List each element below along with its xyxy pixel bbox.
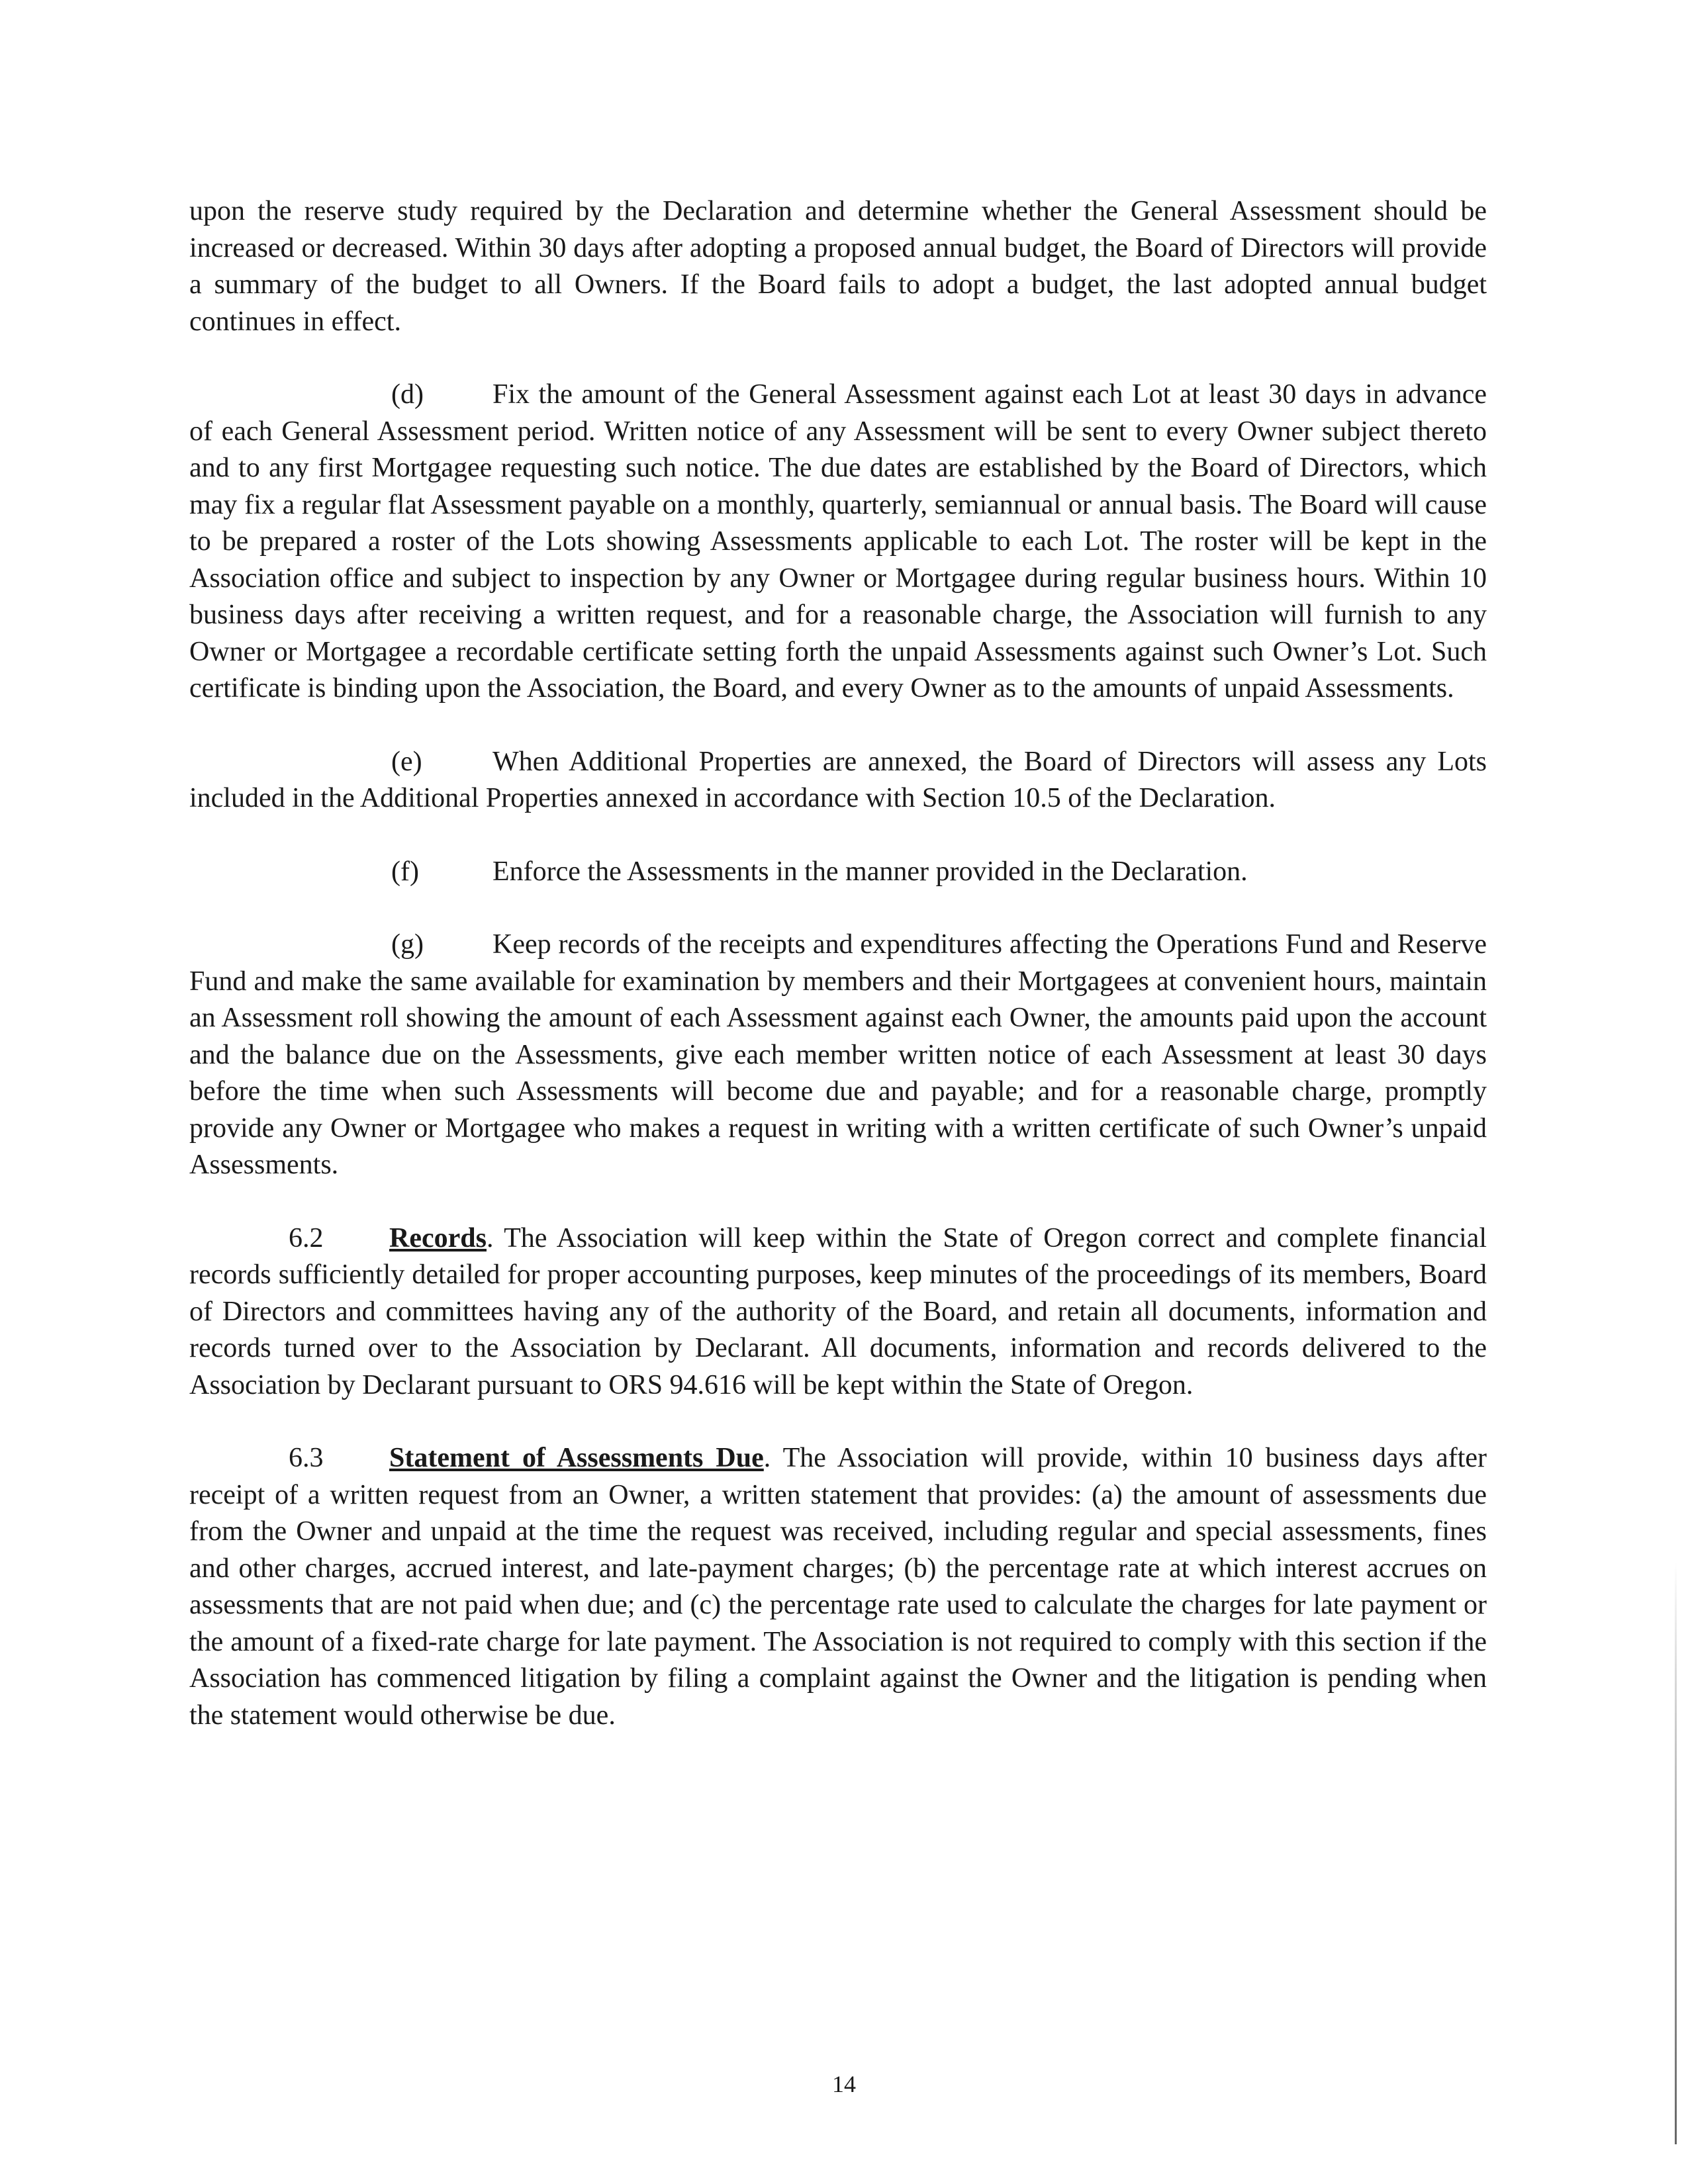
section-6-2-title: Records: [389, 1222, 487, 1253]
paragraph-g: [189, 927, 1487, 1184]
paragraph-d-label: (d): [391, 379, 424, 410]
section-6-3: [189, 1440, 1487, 1734]
paragraph-f-label: (f): [391, 856, 419, 887]
section-6-3-number: 6.3: [289, 1443, 324, 1473]
paragraph-g-text: Keep records of the receipts and expenditures affecting the Operations Fund and Reserve Fund and make the same available for examination by members and their Mortgagees at convenient hours, maintain an Assessment roll showing the amount of each Assessment against each Owner, the amounts paid upon the account and the balance due on the Assessments, give each member written notice of each Assessment at least 30 days before the time when such Assessments will become due and payable; and for a reasonable charge, promptly provide any Owner or Mortgagee who makes a request in writing with a written certificate of such Owner’s unpaid Assessments.: [189, 929, 1487, 1180]
paragraph-d: [189, 377, 1487, 707]
page-number: 14: [832, 2071, 856, 2097]
section-6-2-text: . The Association will keep within the State of Oregon correct and complete financial records sufficiently detailed for proper accounting purposes, keep minutes of the proceedings of its members, Board of Directors and committees having any of the authority of the Board, and retain all documents, information and records turned over to the Association by Declarant. All documents, information and records delivered to the Association by Declarant pursuant to ORS 94.616 will be kept within the State of Oregon.: [189, 1222, 1487, 1400]
paragraph-g-label: (g): [391, 929, 424, 960]
scan-edge-artifact: [1675, 1562, 1677, 2144]
paragraph-f-text: Enforce the Assessments in the manner provided in the Declaration.: [492, 856, 1248, 887]
section-6-3-title: Statement of Assessments Due: [389, 1443, 764, 1473]
paragraph-c-text: upon the reserve study required by the Declaration and determine whether the General Assessment should be increased or decreased. Within 30 days after adopting a proposed annual budget, the Board of Directors will provide a summary of the budget to all Owners. If the Board fails to adopt a budget, the last adopted annual budget continues in effect.: [189, 196, 1487, 337]
paragraph-e: [189, 744, 1487, 817]
document-body: [189, 193, 1487, 1734]
paragraph-c-continuation: [189, 193, 1487, 340]
section-6-3-text: . The Association will provide, within 10 business days after receipt of a written request from an Owner, a written statement that provides: (a) the amount of assessments due from the Owner and unpaid at the time the request was received, including regular and special assessments, fines and other charges, accrued interest, and late-payment charges; (b) the percentage rate at which interest accrues on assessments that are not paid when due; and (c) the percentage rate used to calculate the charges for late payment or the amount of a fixed-rate charge for late payment. The Association is not required to comply with this section if the Association has commenced litigation by filing a complaint against the Owner and the litigation is pending when the statement would otherwise be due.: [189, 1443, 1487, 1731]
paragraph-e-label: (e): [391, 746, 422, 777]
section-6-2-number: 6.2: [289, 1222, 324, 1253]
paragraph-f: [189, 854, 1487, 891]
section-6-2: [189, 1220, 1487, 1404]
paragraph-e-text: When Additional Properties are annexed, the Board of Directors will assess any Lots included in the Additional Properties annexed in accordance with Section 10.5 of the Declaration.: [189, 746, 1487, 813]
paragraph-d-text: Fix the amount of the General Assessment against each Lot at least 30 days in advance of each General Assessment period. Written notice of any Assessment will be sent to every Owner subject thereto and to any first Mortgagee requesting such notice. The due dates are established by the Board of Directors, which may fix a regular flat Assessment payable on a monthly, quarterly, semiannual or annual basis. The Board will cause to be prepared a roster of the Lots showing Assessments applicable to each Lot. The roster will be kept in the Association office and subject to inspection by any Owner or Mortgagee during regular business hours. Within 10 business days after receiving a written request, and for a reasonable charge, the Association will furnish to any Owner or Mortgagee a recordable certificate setting forth the unpaid Assessments against such Owner’s Lot. Such certificate is binding upon the Association, the Board, and every Owner as to the amounts of unpaid Assessments.: [189, 379, 1487, 704]
